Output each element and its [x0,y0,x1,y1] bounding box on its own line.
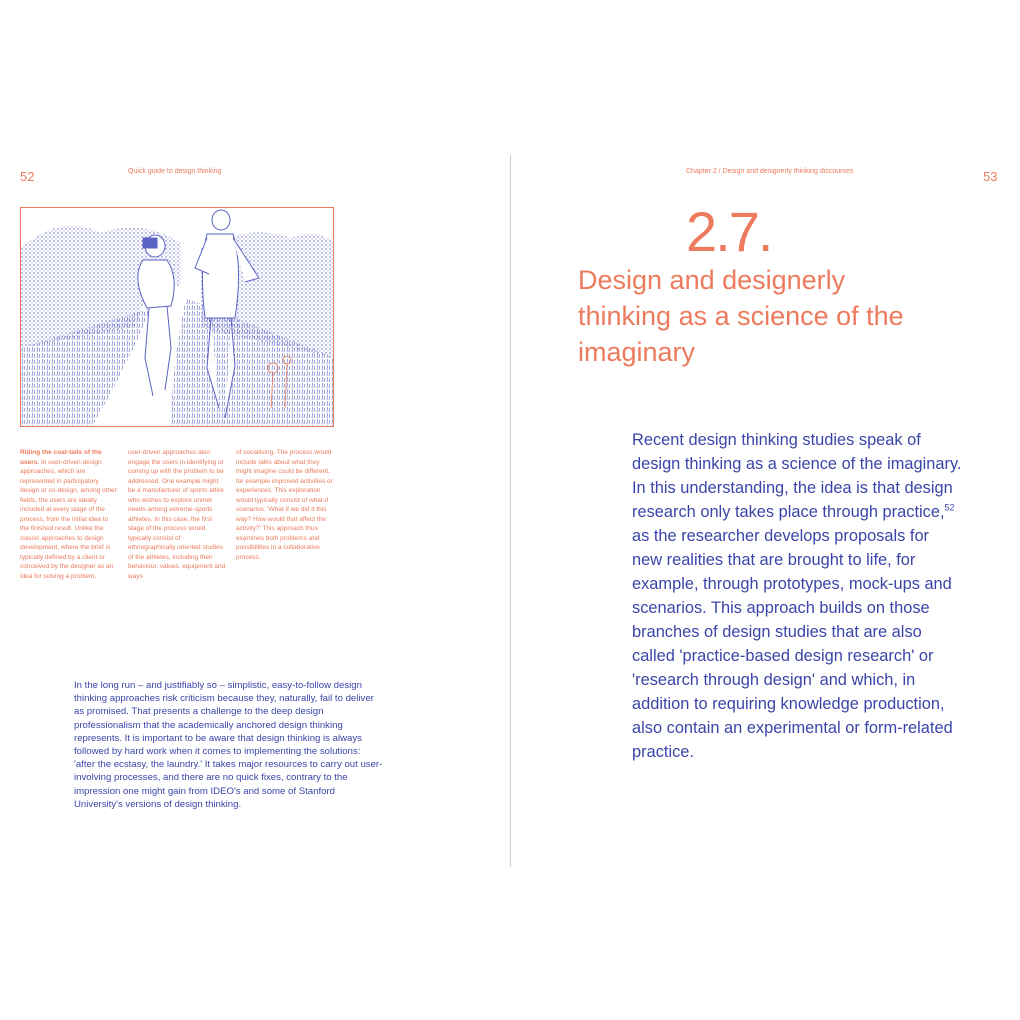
caption-text-1: In user-driven design approaches, which are represented in participatory design or co-design, among other fields, the users are ideally included at every stage of the process, from the initial idea to the finished result. Unlike the classic approaches to design development, where the brief is typically defined by a client or conceived by the designer as an idea for solving a problem, [20,458,117,580]
body-text-right [632,428,962,764]
body-text-right-part-2: as the researcher develops proposals for new realities that are brought to life, for example, through prototypes, mock-ups and scenarios. This approach builds on those branches of design studies that are also called 'practice-based design research' or 'research through design' and which, in addition to requiring knowledge production, also contain an experimental or form-related practice. [632,527,953,761]
running-head-right: Chapter 2 / Design and designerly thinking discourses [686,168,854,175]
body-text-left: In the long run – and justifiably so – simplistic, easy-to-follow design thinking approaches risk criticism because they, naturally, fail to deliver as promised. That presents a challenge to the deep design professionalism that the academically anchored design thinking represents. It is important to be aware that design thinking is always followed by hard work when it comes to implementing the solutions: 'after the ecstasy, the laundry.' It takes major resources to carry out user-involving processes, and there are no quick fixes, contrary to the impression one might gain from IDEO's and some of Stanford University's versions of design thinking. [74,680,383,810]
caption-column-2: user-driven approaches also engage the users in identifying or coming up with the problem to be addressed. One example might be a manufacturer of sports attire who wishes to explore unmet needs among extreme-sports athletes. In this case, the first stage of the process would typically consist of ethnographically oriented studies of the athletes, including their behaviour, values, equipment and ways [128,449,226,580]
page-number-right: 53 [983,169,998,184]
body-text-right-part-1: Recent design thinking studies speak of design thinking as a science of the imaginary. In this understanding, the idea is that design research only takes place through practice, [632,431,962,521]
runners-illustration [20,207,334,427]
caption-column-3: of socialising. The process would include talks about what they might imagine could be different, for example improved activities or experiences. This exploration would typically consist of what-if scenarios: 'What if we did it this way? How would that affect the activity?' This approach thus examines both problems and possibilities in a collaborative process. [236,449,333,561]
runners-illustration-svg [21,208,334,427]
section-number: 2.7. [686,200,772,263]
running-head-left: Quick guide to design thinking [128,168,222,175]
caption-column-1 [20,448,118,581]
gutter-divider [510,155,511,867]
footnote-reference: 52 [944,502,955,513]
page-number-left: 52 [20,169,35,184]
section-title: Design and designerly thinking as a science of the imaginary [578,265,904,367]
caption-lead: Riding the coat-tails of the users. [20,449,102,466]
